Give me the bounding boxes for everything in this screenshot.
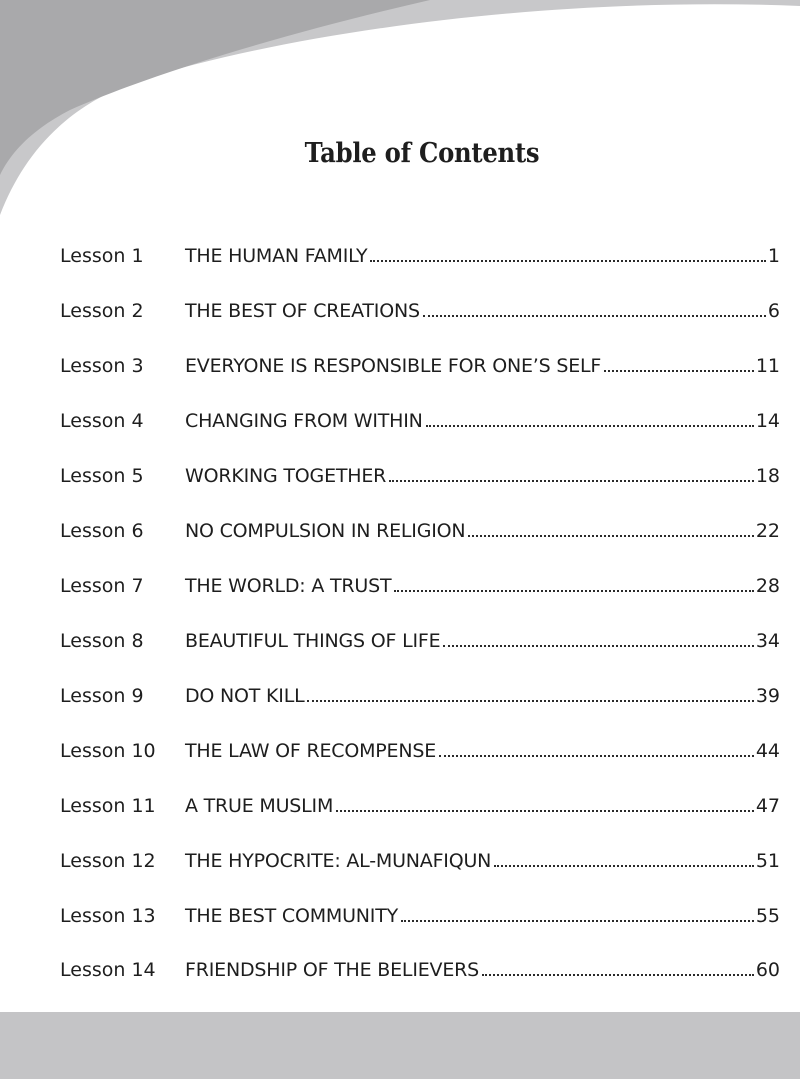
toc-dot-leader — [336, 809, 754, 812]
toc-lesson-number: Lesson 6 — [60, 520, 144, 542]
toc-entry — [60, 401, 780, 431]
toc-entry — [60, 786, 780, 816]
toc-page-number: 47 — [755, 795, 780, 817]
toc-entry — [60, 731, 780, 761]
toc-lesson-number: Lesson 9 — [60, 685, 144, 707]
toc-lesson-number: Lesson 8 — [60, 630, 144, 652]
toc-entry-title: FRIENDSHIP OF THE BELIEVERS — [185, 959, 479, 981]
toc-dot-leader — [443, 644, 753, 647]
toc-page-number: 55 — [755, 905, 780, 927]
toc-lesson-number: Lesson 10 — [60, 740, 156, 762]
toc-entry — [60, 896, 780, 926]
toc-entry-title: THE HUMAN FAMILY — [185, 245, 368, 267]
toc-dot-leader — [439, 754, 754, 757]
toc-lesson-number: Lesson 7 — [60, 575, 144, 597]
toc-lesson-number: Lesson 5 — [60, 465, 144, 487]
toc-dot-leader — [426, 424, 754, 427]
toc-entry — [60, 676, 780, 706]
toc-entry — [60, 621, 780, 651]
toc-entry — [60, 291, 780, 321]
toc-page-number: 28 — [755, 575, 780, 597]
toc-entry — [60, 841, 780, 871]
toc-page-number: 39 — [755, 685, 780, 707]
toc-dot-leader — [307, 699, 753, 702]
toc-page-number: 18 — [755, 465, 780, 487]
toc-entry — [60, 511, 780, 541]
toc-page-number: 34 — [755, 630, 780, 652]
toc-dot-leader — [370, 259, 765, 262]
toc-lesson-number: Lesson 12 — [60, 850, 156, 872]
toc-entry-title: THE WORLD: A TRUST — [185, 575, 392, 597]
toc-lesson-number: Lesson 11 — [60, 795, 156, 817]
toc-page-number: 60 — [755, 959, 780, 981]
toc-entry-title: BEAUTIFUL THINGS OF LIFE — [185, 630, 441, 652]
toc-dot-leader — [482, 973, 754, 976]
toc-entry-title: THE BEST COMMUNITY — [185, 905, 399, 927]
toc-entry — [60, 566, 780, 596]
toc-lesson-number: Lesson 4 — [60, 410, 144, 432]
toc-lesson-number: Lesson 14 — [60, 959, 156, 981]
toc-page-number: 11 — [755, 355, 780, 377]
toc-dot-leader — [604, 369, 754, 372]
toc-entry — [60, 346, 780, 376]
toc-lesson-number: Lesson 3 — [60, 355, 144, 377]
toc-dot-leader — [389, 479, 754, 482]
toc-page-number: 44 — [755, 740, 780, 762]
toc-entry — [60, 456, 780, 486]
toc-page-number: 14 — [755, 410, 780, 432]
toc-entry-title: WORKING TOGETHER — [185, 465, 387, 487]
toc-dot-leader — [401, 919, 754, 922]
toc-page-number: 1 — [767, 245, 780, 267]
toc-entry — [60, 950, 780, 980]
toc-page-number: 51 — [755, 850, 780, 872]
toc-dot-leader — [494, 864, 754, 867]
toc-dot-leader — [468, 534, 753, 537]
page-title: Table of Contents — [304, 138, 540, 169]
toc-lesson-number: Lesson 1 — [60, 245, 144, 267]
toc-entry-title: THE BEST OF CREATIONS — [185, 300, 420, 322]
toc-lesson-number: Lesson 13 — [60, 905, 156, 927]
toc-entry — [60, 236, 780, 266]
toc-dot-leader — [394, 589, 753, 592]
toc-entry-title: EVERYONE IS RESPONSIBLE FOR ONE’S SELF — [185, 355, 602, 377]
toc-dot-leader — [423, 314, 766, 317]
toc-entry-title: THE HYPOCRITE: AL-MUNAFIQUN — [185, 850, 492, 872]
toc-page-number: 6 — [767, 300, 780, 322]
toc-entry-title: NO COMPULSION IN RELIGION — [185, 520, 466, 542]
toc-entry-title: CHANGING FROM WITHIN — [185, 410, 423, 432]
toc-entry-title: A TRUE MUSLIM — [185, 795, 334, 817]
toc-entry-title: THE LAW OF RECOMPENSE — [185, 740, 437, 762]
toc-page-number: 22 — [755, 520, 780, 542]
toc-entry-title: DO NOT KILL — [185, 685, 305, 707]
toc-lesson-number: Lesson 2 — [60, 300, 144, 322]
